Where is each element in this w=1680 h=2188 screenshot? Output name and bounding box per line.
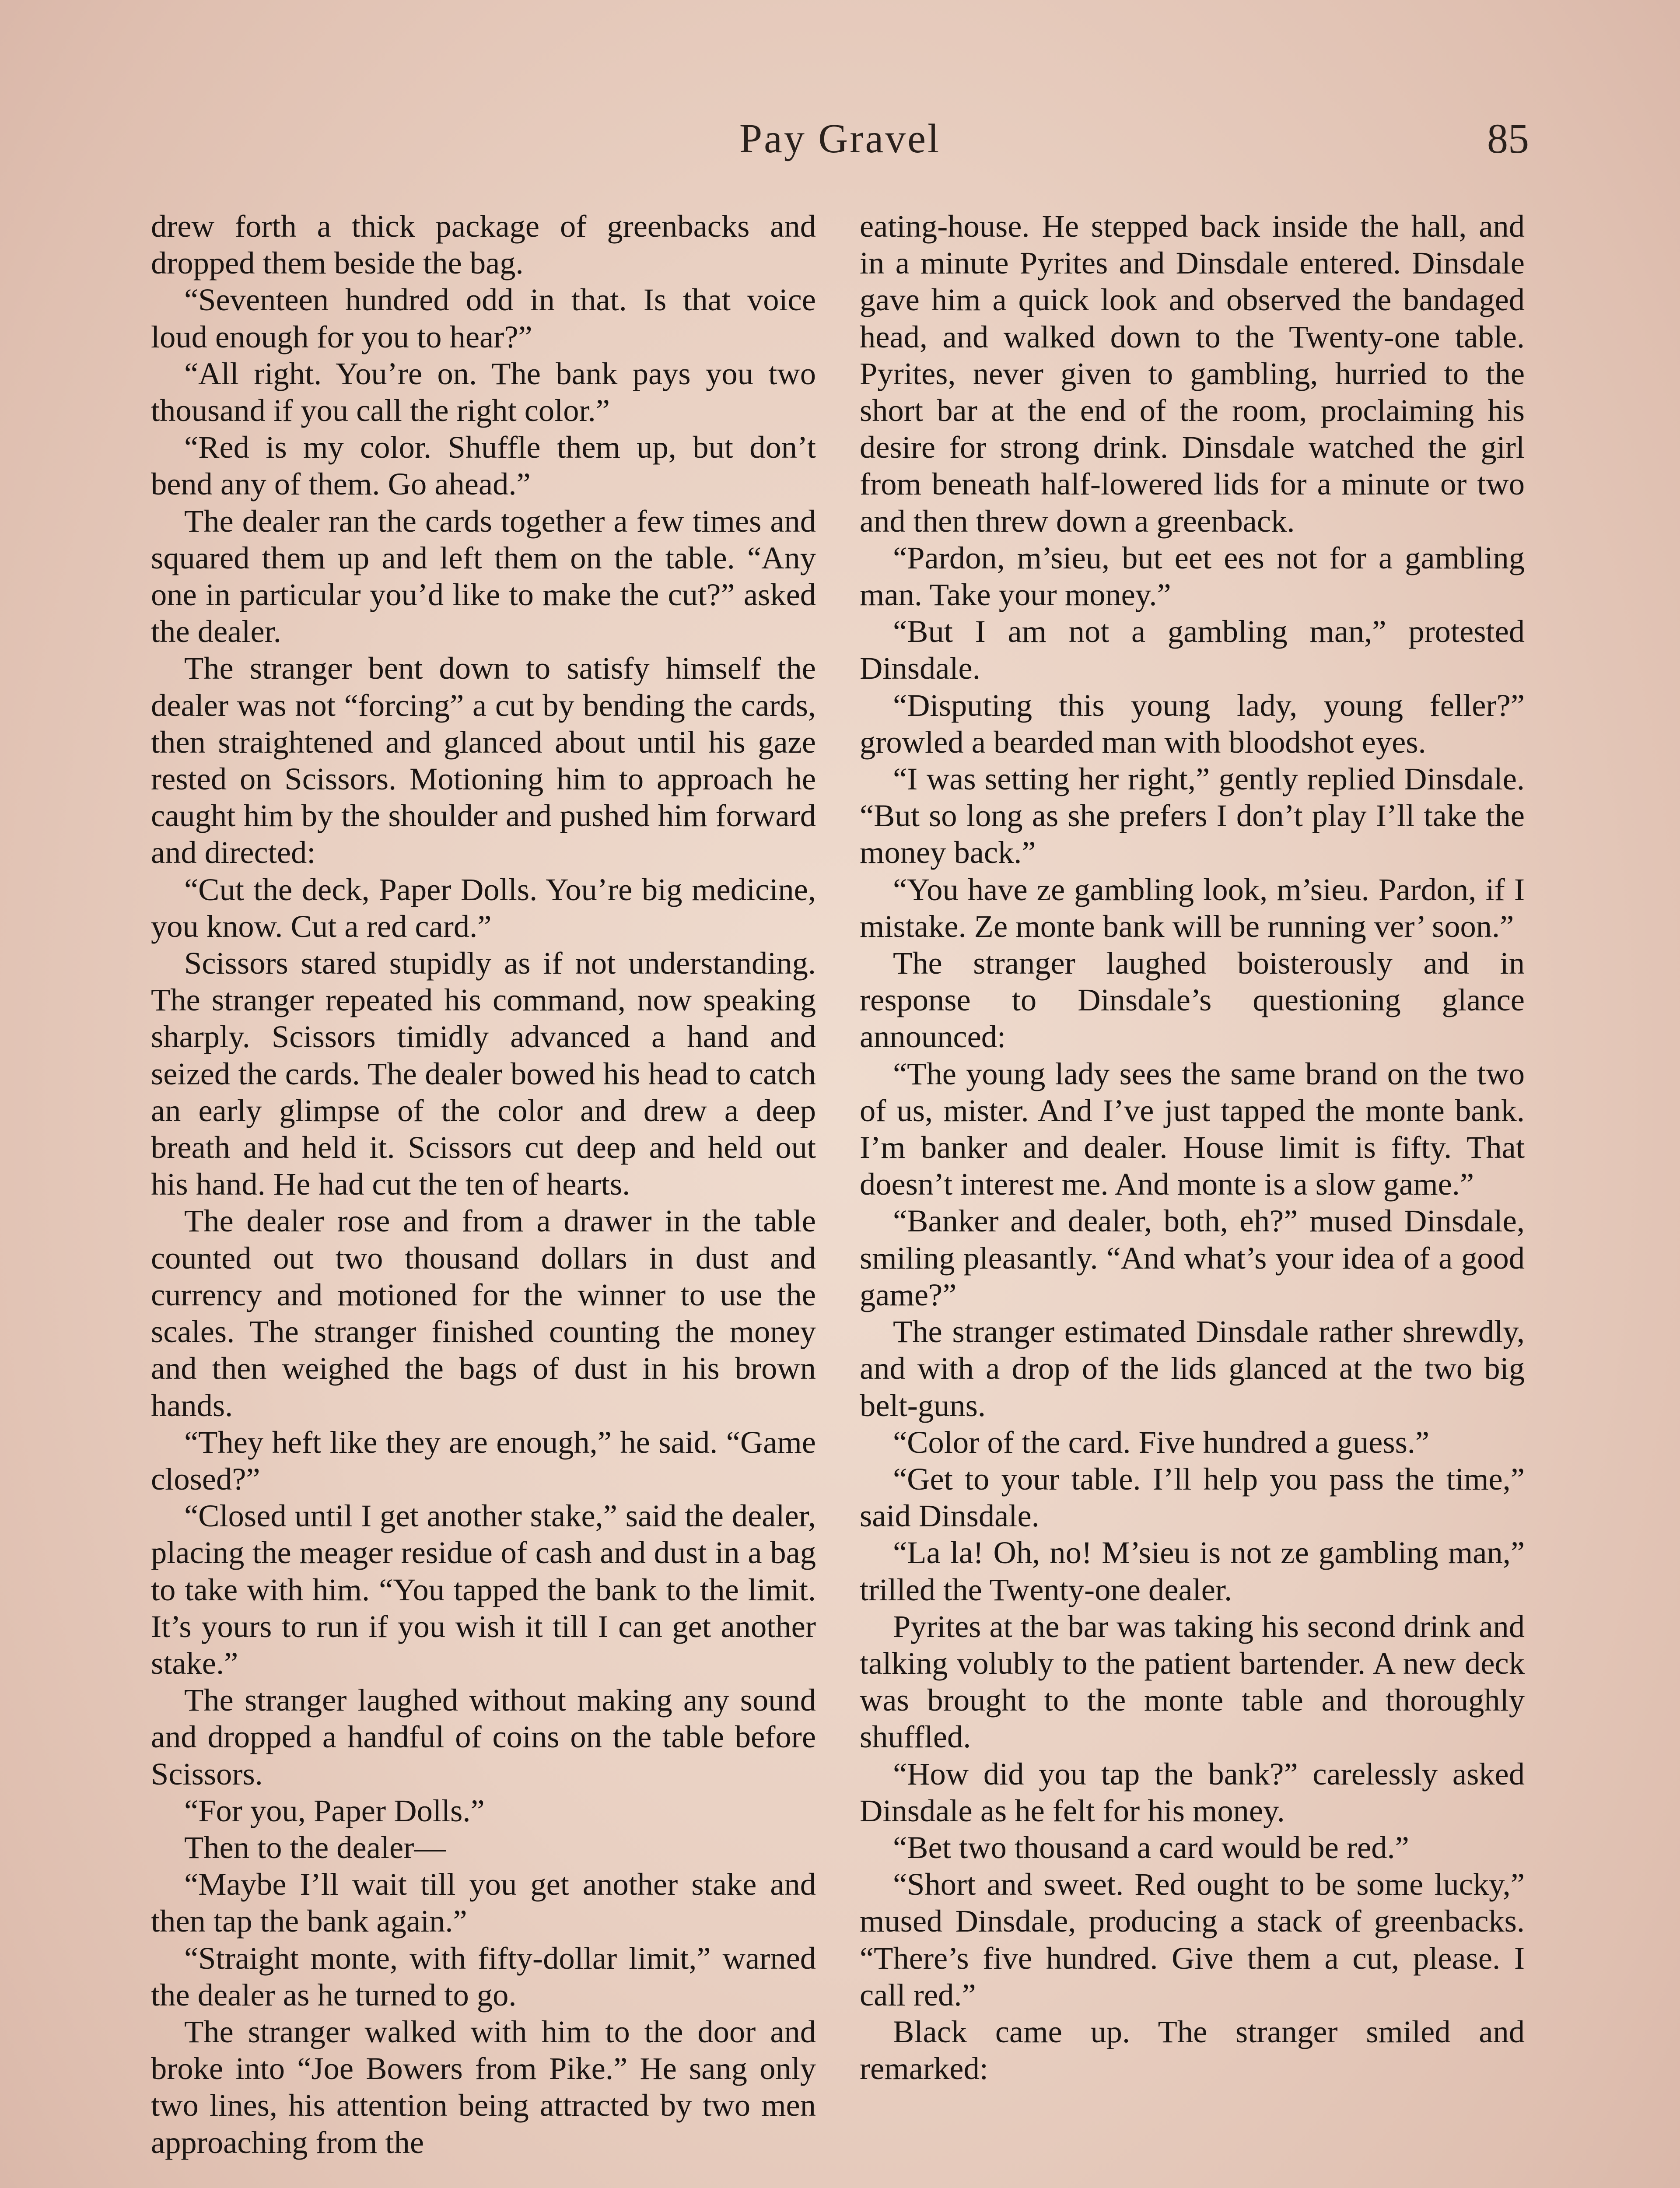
paragraph: eating-house. He stepped back inside the hall, and in a minute Pyrites and Dinsdale entered. Dinsdale gave him a quick look and observed the bandaged head, and walked down to the Twenty-one table. Pyrites, never given to gambling, hurried to the short bar at the end of the room, proclaiming his desire for strong drink. Dinsdale watched the girl from beneath half-lowered lids for a minute or two and then threw down a greenback. bbox=[860, 208, 1525, 539]
paragraph: The stranger laughed boisterously and in response to Dinsdale’s questioning glance announced: bbox=[860, 945, 1525, 1055]
paragraph: The dealer ran the cards together a few times and squared them up and left them on the table. “Any one in particular you’d like to make the cut?” asked the dealer. bbox=[151, 503, 816, 649]
paragraph: “Banker and dealer, both, eh?” mused Dinsdale, smiling pleasantly. “And what’s your idea of a good game?” bbox=[860, 1203, 1525, 1312]
paragraph: “Closed until I get another stake,” said the dealer, placing the meager residue of cash and dust in a bag to take with him. “You tapped the bank to the limit. It’s yours to run if you wish it till I can get another stake.” bbox=[151, 1498, 816, 1681]
paragraph: “How did you tap the bank?” carelessly asked Dinsdale as he felt for his money. bbox=[860, 1756, 1525, 1828]
paragraph: “They heft like they are enough,” he said. “Game closed?” bbox=[151, 1424, 816, 1497]
paragraph: The stranger walked with him to the door and broke into “Joe Bowers from Pike.” He sang only two lines, his attention being attracted by two men approaching from the bbox=[151, 2013, 816, 2160]
paragraph: “Maybe I’ll wait till you get another stake and then tap the bank again.” bbox=[151, 1866, 816, 1939]
paragraph: drew forth a thick package of greenbacks and dropped them beside the bag. bbox=[151, 208, 816, 281]
paragraph: “You have ze gambling look, m’sieu. Pardon, if I mistake. Ze monte bank will be running ver’ soon.” bbox=[860, 871, 1525, 944]
paragraph: Black came up. The stranger smiled and remarked: bbox=[860, 2013, 1525, 2086]
paragraph: “Cut the deck, Paper Dolls. You’re big medicine, you know. Cut a red card.” bbox=[151, 871, 816, 944]
left-column bbox=[151, 208, 816, 2161]
paragraph: “La la! Oh, no! M’sieu is not ze gambling man,” trilled the Twenty-one dealer. bbox=[860, 1535, 1525, 1607]
paragraph: The stranger laughed without making any sound and dropped a handful of coins on the table before Scissors. bbox=[151, 1682, 816, 1792]
paragraph: “Disputing this young lady, young feller?” growled a bearded man with bloodshot eyes. bbox=[860, 687, 1525, 760]
paragraph: “For you, Paper Dolls.” bbox=[184, 1792, 485, 1828]
paragraph: “Red is my color. Shuffle them up, but don’t bend any of them. Go ahead.” bbox=[151, 429, 816, 502]
paragraph: The stranger bent down to satisfy himself the dealer was not “forcing” a cut by bending the cards, then straightened and glanced about until his gaze rested on Scissors. Motioning him to approach he caught him by the shoulder and pushed him forward and directed: bbox=[151, 650, 816, 870]
paragraph: “Short and sweet. Red ought to be some lucky,” mused Dinsdale, producing a stack of greenbacks. “There’s five hundred. Give them a cut, please. I call red.” bbox=[860, 1866, 1525, 2013]
paragraph: “Straight monte, with fifty-dollar limit,” warned the dealer as he turned to go. bbox=[151, 1940, 816, 2013]
paragraph: Pyrites at the bar was taking his second drink and talking volubly to the patient bartender. A new deck was brought to the monte table and thoroughly shuffled. bbox=[860, 1608, 1525, 1755]
paragraph: Scissors stared stupidly as if not understanding. The stranger repeated his command, now speaking sharply. Scissors timidly advanced a hand and seized the cards. The dealer bowed his head to catch an early glimpse of the color and drew a deep breath and held it. Scissors cut deep and held out his hand. He had cut the ten of hearts. bbox=[151, 945, 816, 1202]
paragraph: The stranger estimated Dinsdale rather shrewdly, and with a drop of the lids glanced at the two big belt-guns. bbox=[860, 1314, 1525, 1423]
paragraph: “Color of the card. Five hundred a guess.” bbox=[893, 1424, 1430, 1460]
right-column bbox=[860, 208, 1525, 2087]
running-head bbox=[0, 115, 1680, 163]
paragraph: The dealer rose and from a drawer in the table counted out two thousand dollars in dust and currency and motioned for the winner to use the scales. The stranger finished counting the money and then weighed the bags of dust in his brown hands. bbox=[151, 1203, 816, 1423]
paragraph: “Seventeen hundred odd in that. Is that voice loud enough for you to hear?” bbox=[151, 282, 816, 354]
paragraph: Then to the dealer— bbox=[184, 1829, 446, 1865]
paragraph: “Bet two thousand a card would be red.” bbox=[893, 1829, 1409, 1865]
running-title: Pay Gravel bbox=[739, 116, 941, 161]
paragraph: “But I am not a gambling man,” protested Dinsdale. bbox=[860, 614, 1525, 686]
paragraph: “Get to your table. I’ll help you pass the time,” said Dinsdale. bbox=[860, 1461, 1525, 1534]
page-number: 85 bbox=[1487, 115, 1529, 162]
paragraph: “All right. You’re on. The bank pays you two thousand if you call the right color.” bbox=[151, 355, 816, 428]
paragraph: “I was setting her right,” gently replied Dinsdale. “But so long as she prefers I don’t play I’ll take the money back.” bbox=[860, 761, 1525, 870]
paragraph: “The young lady sees the same brand on the two of us, mister. And I’ve just tapped the monte bank. I’m banker and dealer. House limit is fifty. That doesn’t interest me. And monte is a slow game.” bbox=[860, 1055, 1525, 1202]
paragraph: “Pardon, m’sieu, but eet ees not for a gambling man. Take your money.” bbox=[860, 540, 1525, 613]
